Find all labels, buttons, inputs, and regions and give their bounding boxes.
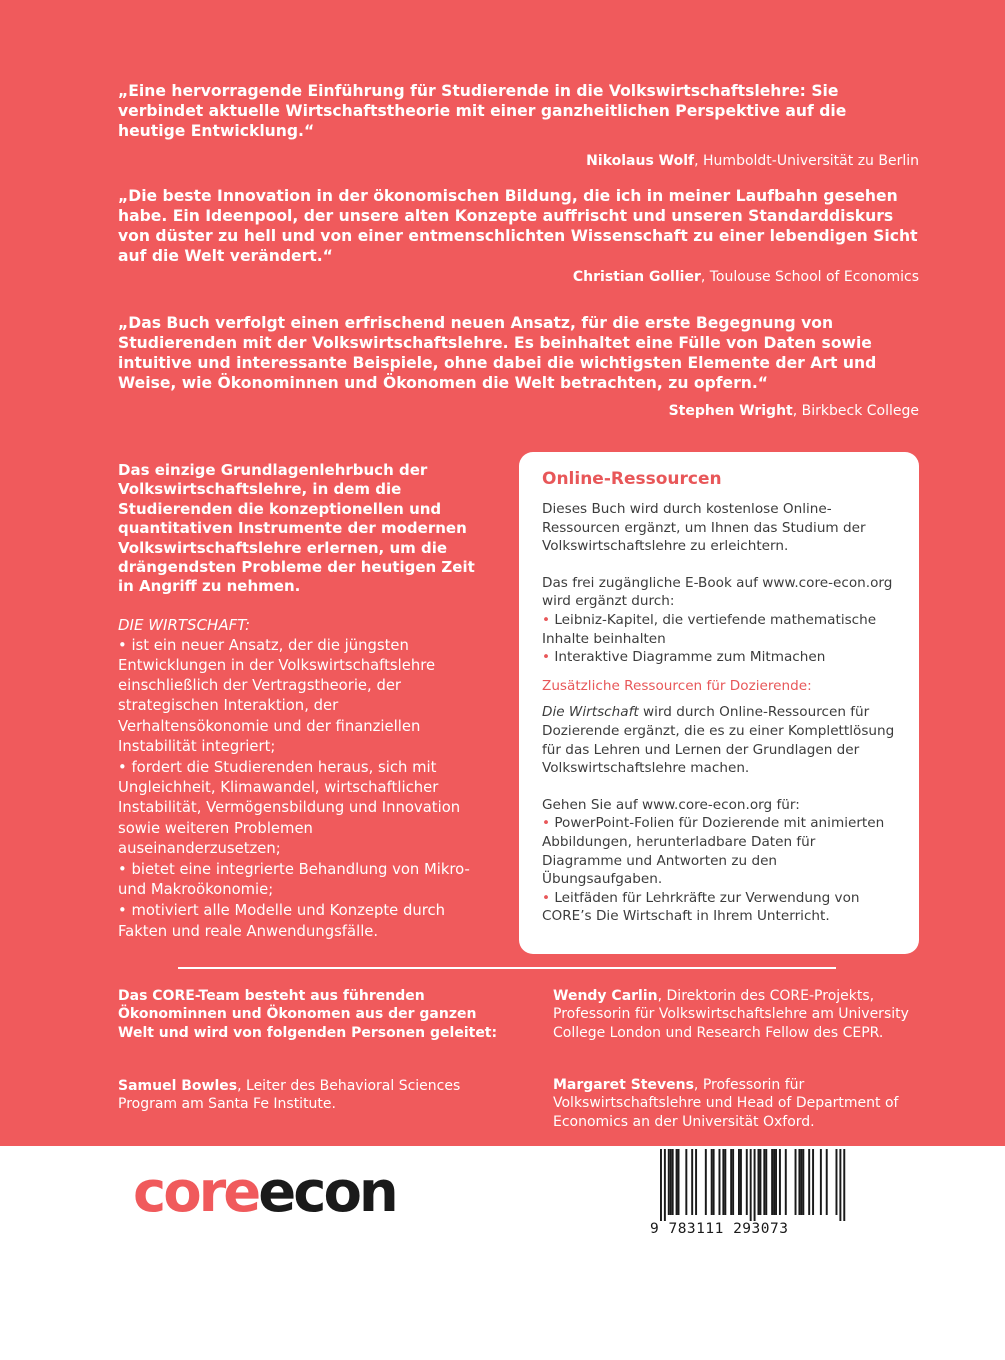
member-role: , Direktorin des CORE-Projekts, Professorin für Volkswirtschaftslehre am University College London und Research Fellow des CEPR. xyxy=(553,988,909,1041)
barcode-bar xyxy=(785,1149,787,1215)
barcode-bar xyxy=(759,1149,761,1215)
quote-2-attribution xyxy=(573,268,919,286)
barcode-bar xyxy=(713,1149,715,1215)
barcode-bar xyxy=(843,1149,845,1221)
barcode-bar xyxy=(719,1149,721,1215)
bullet-icon: • xyxy=(542,611,555,628)
member-name: Margaret Stevens xyxy=(553,1077,694,1093)
barcode-bar xyxy=(754,1149,756,1221)
bullet-icon: • xyxy=(542,649,555,666)
online-resources-para-1: Dieses Buch wird durch kostenlose Online-Ressourcen ergänzt, um Ihnen das Studium der Volkswirtschaftslehre zu erleichtern. xyxy=(542,501,866,555)
list-item: • Leitfäden für Lehrkräfte zur Verwendung von CORE’s Die Wirtschaft in Ihrem Unterricht. xyxy=(542,889,860,925)
barcode-bar xyxy=(800,1149,802,1215)
logo-part-core: core xyxy=(133,1160,259,1225)
lecturer-resources-subhead: Zusätzliche Ressourcen für Dozierende: xyxy=(542,677,812,694)
logo-part-econ: econ xyxy=(258,1160,396,1225)
barcode-bar xyxy=(836,1149,838,1215)
feature-list xyxy=(118,636,478,942)
team-intro: Das CORE-Team besteht aus führenden Ökonominnen und Ökonomen aus der ganzen Welt und wird von folgenden Personen geleitet: xyxy=(118,988,498,1041)
barcode-bar xyxy=(826,1149,828,1215)
barcode-bar xyxy=(773,1149,775,1215)
quote-1: „Eine hervorragende Einführung für Studierende in die Volkswirtschaftslehre: Sie verbindet aktuelle Wirtschaftstheorie mit einer ganzheitlichen Perspektive auf die heutige Entwicklung.“ xyxy=(118,82,847,140)
barcode-bar xyxy=(691,1149,693,1215)
barcode-bar xyxy=(724,1149,726,1215)
bullet-icon: • xyxy=(542,889,555,906)
feature-item: • motiviert alle Modelle und Konzepte durch Fakten und reale Anwendungsfälle. xyxy=(118,901,478,941)
online-resources-panel xyxy=(519,452,919,954)
list-item: • Interaktive Diagramme zum Mitmachen xyxy=(542,649,826,666)
book-title-italic: Die Wirtschaft xyxy=(542,704,639,721)
online-resources-list-2 xyxy=(542,814,897,926)
barcode-bar xyxy=(765,1149,767,1215)
description-intro: Das einzige Grundlagenlehrbuch der Volkswirtschaftslehre, in dem die Studierenden die konzeptionellen und quantitativen Instrumente der modernen Volkswirtschaftslehre erlernen, um die drängendsten Probleme der heutigen Zeit in Angriff zu nehmen. xyxy=(118,461,475,596)
barcode-bar xyxy=(730,1149,732,1215)
barcode-bar xyxy=(685,1149,687,1215)
quote-1-affiliation: , Humboldt-Universität zu Berlin xyxy=(694,153,919,169)
member-role: , Leiter des Behavioral Sciences Program am Santa Fe Institute. xyxy=(118,1078,461,1113)
team-member-bowles xyxy=(118,1077,488,1114)
barcode-bar xyxy=(668,1149,670,1215)
barcode-bar xyxy=(676,1149,678,1215)
divider xyxy=(178,967,836,969)
barcode-icon xyxy=(650,1149,850,1221)
barcode-bar xyxy=(722,1149,724,1215)
barcode-bar xyxy=(775,1149,777,1215)
barcode-bar xyxy=(678,1149,680,1215)
barcode-bar xyxy=(670,1149,672,1215)
barcode-bar xyxy=(740,1149,742,1215)
list-item: • Leibniz-Kapitel, die vertiefende mathematische Inhalte beinhalten xyxy=(542,611,877,647)
barcode-bar xyxy=(664,1149,666,1221)
feature-item: • ist ein neuer Ansatz, der die jüngsten Entwicklungen in der Volkswirtschaftslehre einschließlich der Vertragstheorie, der strategischen Interaktion, der Verhaltensökonomie und der finanziellen Instabilität integriert; xyxy=(118,636,478,757)
barcode-bar xyxy=(695,1149,697,1215)
quote-3-affiliation: , Birkbeck College xyxy=(792,403,919,419)
team-member-carlin xyxy=(553,987,919,1042)
quote-3: „Das Buch verfolgt einen erfrischend neuen Ansatz, für die erste Begegnung von Studierenden mit der Volkswirtschaftslehre. Es beinhaltet eine Fülle von Daten sowie intuitive und interessante Beispiele, ohne dabei die wichtigsten Elemente der Art und Weise, wie Ökonominnen und Ökonomen die Welt betrachten, zu opfern.“ xyxy=(118,314,877,392)
bullet-icon: • xyxy=(542,815,555,832)
barcode-bar xyxy=(711,1149,713,1215)
quote-2: „Die beste Innovation in der ökonomischen Bildung, die ich in meiner Laufbahn gesehen habe. Ein Ideenpool, der unsere alten Konzepte auffrischt und unseren Standarddiskurs von düster zu hell und von einer entmenschlichten Wissenschaft zu einer lebendigen Sicht auf die Welt verändert.“ xyxy=(118,187,918,265)
barcode-bar xyxy=(763,1149,765,1215)
barcode-bar xyxy=(660,1149,662,1221)
online-resources-para-4: Gehen Sie auf www.core-econ.org für: xyxy=(542,796,800,813)
barcode-bar xyxy=(812,1149,814,1215)
quote-1-attribution xyxy=(586,152,919,170)
barcode-bar xyxy=(738,1149,740,1215)
quote-3-author: Stephen Wright xyxy=(668,403,793,419)
barcode-bar xyxy=(808,1149,810,1215)
online-resources-title: Online-Ressourcen xyxy=(542,469,722,489)
online-resources-list-1 xyxy=(542,611,897,667)
barcode-bar xyxy=(672,1149,674,1215)
book-title-label: DIE WIRTSCHAFT: xyxy=(118,615,251,634)
barcode-bar xyxy=(732,1149,734,1215)
barcode-bar xyxy=(798,1149,800,1215)
member-name: Wendy Carlin xyxy=(553,988,658,1004)
barcode-bar xyxy=(839,1149,841,1221)
team-member-stevens xyxy=(553,1076,919,1131)
barcode-bar xyxy=(750,1149,752,1221)
barcode-bar xyxy=(820,1149,822,1215)
quote-1-author: Nikolaus Wolf xyxy=(586,153,695,169)
quote-3-attribution xyxy=(669,402,919,420)
barcode-bar xyxy=(779,1149,781,1215)
barcode-bar xyxy=(705,1149,707,1215)
barcode-bar xyxy=(758,1149,760,1215)
online-resources-para-2: Das frei zugängliche E-Book auf www.core-econ.org wird ergänzt durch: xyxy=(542,574,893,610)
member-role: , Professorin für Volkswirtschaftslehre und Head of Department of Economics an der Universität Oxford. xyxy=(553,1077,899,1130)
feature-item: • bietet eine integrierte Behandlung von Mikro- und Makroökonomie; xyxy=(118,860,478,900)
barcode-bar xyxy=(802,1149,804,1215)
barcode-bar xyxy=(795,1149,797,1215)
member-name: Samuel Bowles xyxy=(118,1078,238,1094)
coreecon-logo xyxy=(133,1158,396,1228)
list-item: • PowerPoint-Folien für Dozierende mit animierten Abbildungen, herunterladbare Daten für Diagramme und Antworten zu den Übungsaufgaben. xyxy=(542,815,885,888)
isbn-digits: 9 783111 293073 xyxy=(650,1221,789,1237)
feature-item: • fordert die Studierenden heraus, sich mit Ungleichheit, Klimawandel, wirtschaftlicher Instabilität, Vermögensbildung und Innovation sowie weiteren Problemen auseinanderzusetzen; xyxy=(118,758,478,859)
book-description xyxy=(118,461,478,943)
quote-2-author: Christian Gollier xyxy=(572,269,701,285)
barcode-bar xyxy=(771,1149,773,1215)
quote-2-affiliation: , Toulouse School of Economics xyxy=(700,269,919,285)
online-resources-para-3: Die Wirtschaft wird durch Online-Ressourcen für Dozierende ergänzt, die es zu einer Komplettlösung für das Lehren und Lernen der Grundlagen der Volkswirtschaftslehre machen. xyxy=(542,704,895,777)
barcode-bar xyxy=(746,1149,748,1215)
